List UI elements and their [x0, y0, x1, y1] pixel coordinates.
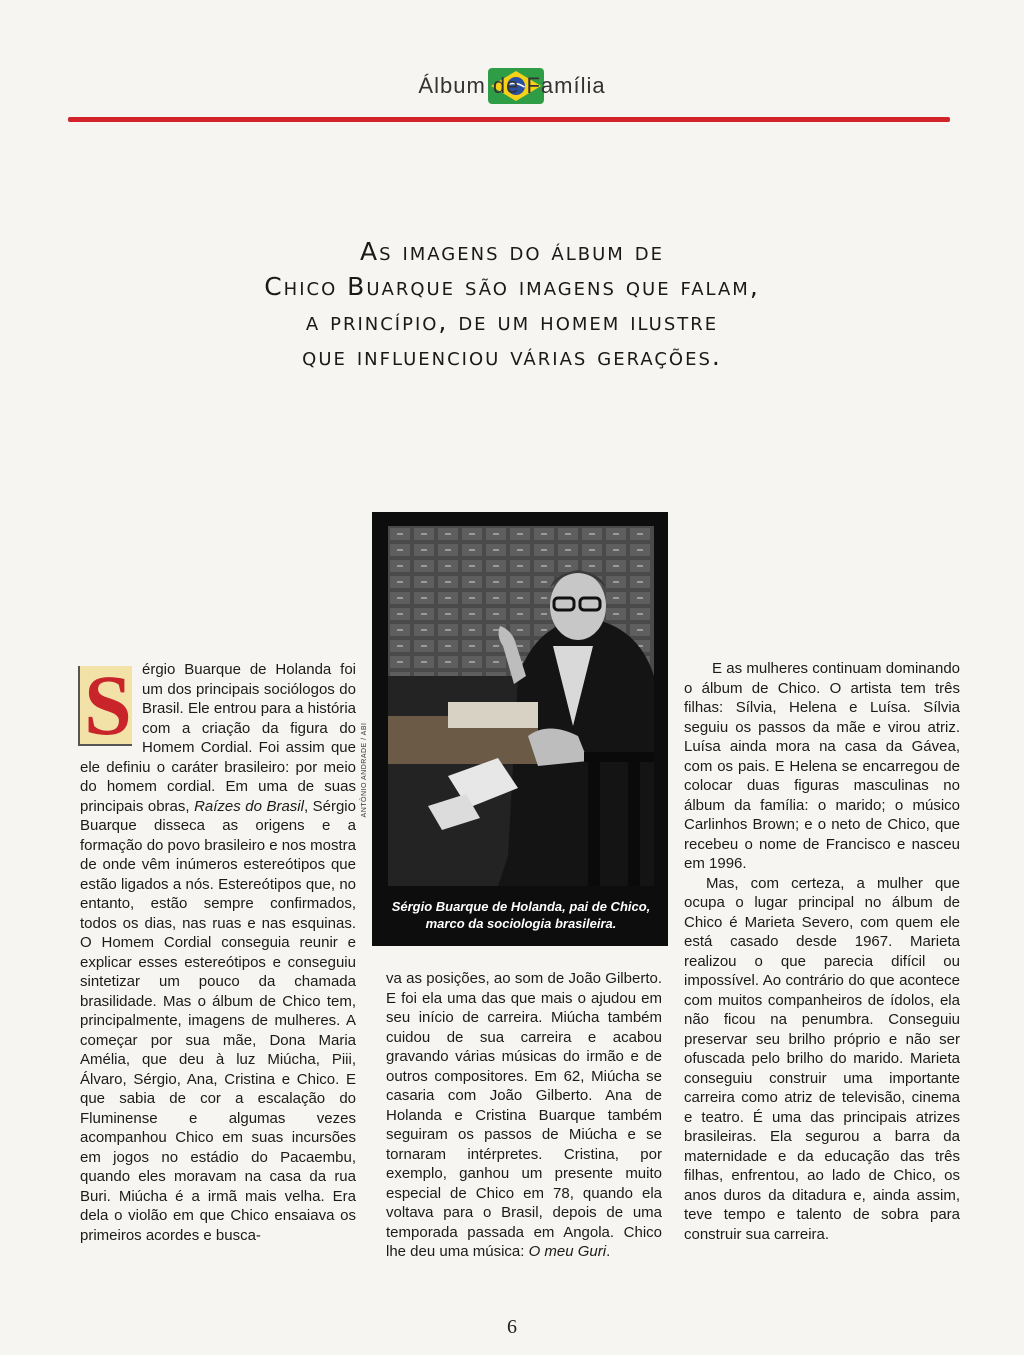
headline-line: que influenciou várias gerações. — [302, 341, 722, 371]
drop-cap — [78, 657, 134, 753]
page-number: 6 — [507, 1316, 517, 1338]
book-title: Raízes do Brasil — [194, 797, 304, 815]
paragraph: E as mulheres continuam dominando o álbum de Chico. O artista tem três filhas: Sílvia, Helena e Luísa. Sílvia seguiu os passos da mãe e virou atriz. Luísa ainda mora na casa da Gávea, com os pais. E Helena se encarregou de colocar duas figuras masculinas no álbum da família: o marido; o músico Carlinhos Brown; e o neto de Chico, que recebeu o nome de Francisco e nasceu em 1996. — [684, 660, 960, 872]
song-title: O meu Guri — [528, 1243, 607, 1260]
headline — [120, 234, 904, 374]
paragraph-text: érgio Buarque de Holanda foi um dos principais sociólogos do Brasil. Ele entrou para a história com a criação da figura do Homem Cordial. Foi assim que ele definiu o caráter brasileiro: por meio do homem cordial. Em uma de suas principais obras, — [80, 661, 356, 815]
column-right — [684, 659, 960, 1244]
header-rule — [68, 117, 950, 122]
headline-line: Chico Buarque são imagens que falam, — [264, 271, 760, 301]
photo-credit-text: ANTÔNIO ANDRADE / ABI — [361, 722, 368, 818]
paragraph-text: , Sérgio Buarque disseca as origens e a formação do povo brasileiro e nos mostra de onde vêm inúmeros estereótipos que estão ligados a nós. Estereótipos que, no entanto, estão sempre confirmados, todos os dias, nas ruas e nas esquinas. O Homem Cordial conseguia reunir e explicar esses estereótipos e conseguiu sintetizar um pouco da chamada brasilidade. Mas o álbum de Chico tem, principalmente, imagens de mulheres. A começar por sua mãe, Dona Maria Amélia, que deu à luz Miúcha, Piii, Álvaro, Sérgio, Ana, Cristina e Chico. E que sabia de cor a escalação do Fluminense e algumas vezes acompanhou Chico em suas incursões em jogos no estádio do Pacaembu, quando eles moravam na casa da rua Buri. Miúcha é a irmã mais velha. Era dela o violão em que Chico ensaiava os primeiros acordes e busca- — [80, 797, 356, 1244]
paragraph — [386, 969, 662, 1262]
paragraph: Mas, com certeza, a mulher que ocupa o lugar principal no álbum de Chico é Marieta Severo, com quem ele está casado desde 1967. Marieta realizou o que parecia difícil ou impossível. Ao contrário do que acontece com muitos companheiros de ídolos, ela não ficou na penumbra. Conseguiu preservar seu brilho próprio e não ser ofuscada pelo brilho do marido. Marieta conseguiu construir uma importante carreira como atriz de televisão, cinema e teatro. É uma das principais atrizes brasileiras. Ela segurou a barra da maternidade e da educação das três filhas, enfrentou, ao lado de Chico, os anos duros da ditadura e, ainda assim, teve tempo e talento de sobra para construir sua carreira. — [684, 874, 960, 1243]
column-middle — [386, 969, 662, 1262]
photo-frame — [372, 512, 668, 946]
paragraph — [80, 657, 356, 1245]
headline-line: a princípio, de um homem ilustre — [305, 306, 719, 336]
headline-line: As imagens do álbum de — [359, 236, 665, 266]
paragraph-end: . — [606, 1243, 611, 1260]
portrait-photo — [388, 526, 654, 886]
section-header — [0, 66, 1024, 106]
section-label: Álbum de Família — [418, 73, 606, 98]
column-left — [80, 657, 356, 1245]
photo-caption: Sérgio Buarque de Holanda, pai de Chico, marco da sociologia brasileira. — [391, 899, 651, 931]
paragraph-text: va as posições, ao som de João Gilberto. E foi ela uma das que mais o ajudou em seu início de carreira. Miúcha também cuidou de sua carreira e acabou gravando várias músicas do irmão e de outros compositores. Em 62, Miúcha se casaria com João Gilberto. Ana de Holanda e Cristina Buarque também seguiram os passos de Miúcha e se tornaram intérpretes. Cristina, por exemplo, ganhou um presente muito especial de Chico em 78, quando ela voltava para o Brasil, depois de uma temporada passada em Angola. Chico lhe deu uma música: — [386, 970, 662, 1260]
drop-cap-letter: S — [84, 657, 132, 753]
portrait-photo-drawing — [388, 526, 654, 886]
